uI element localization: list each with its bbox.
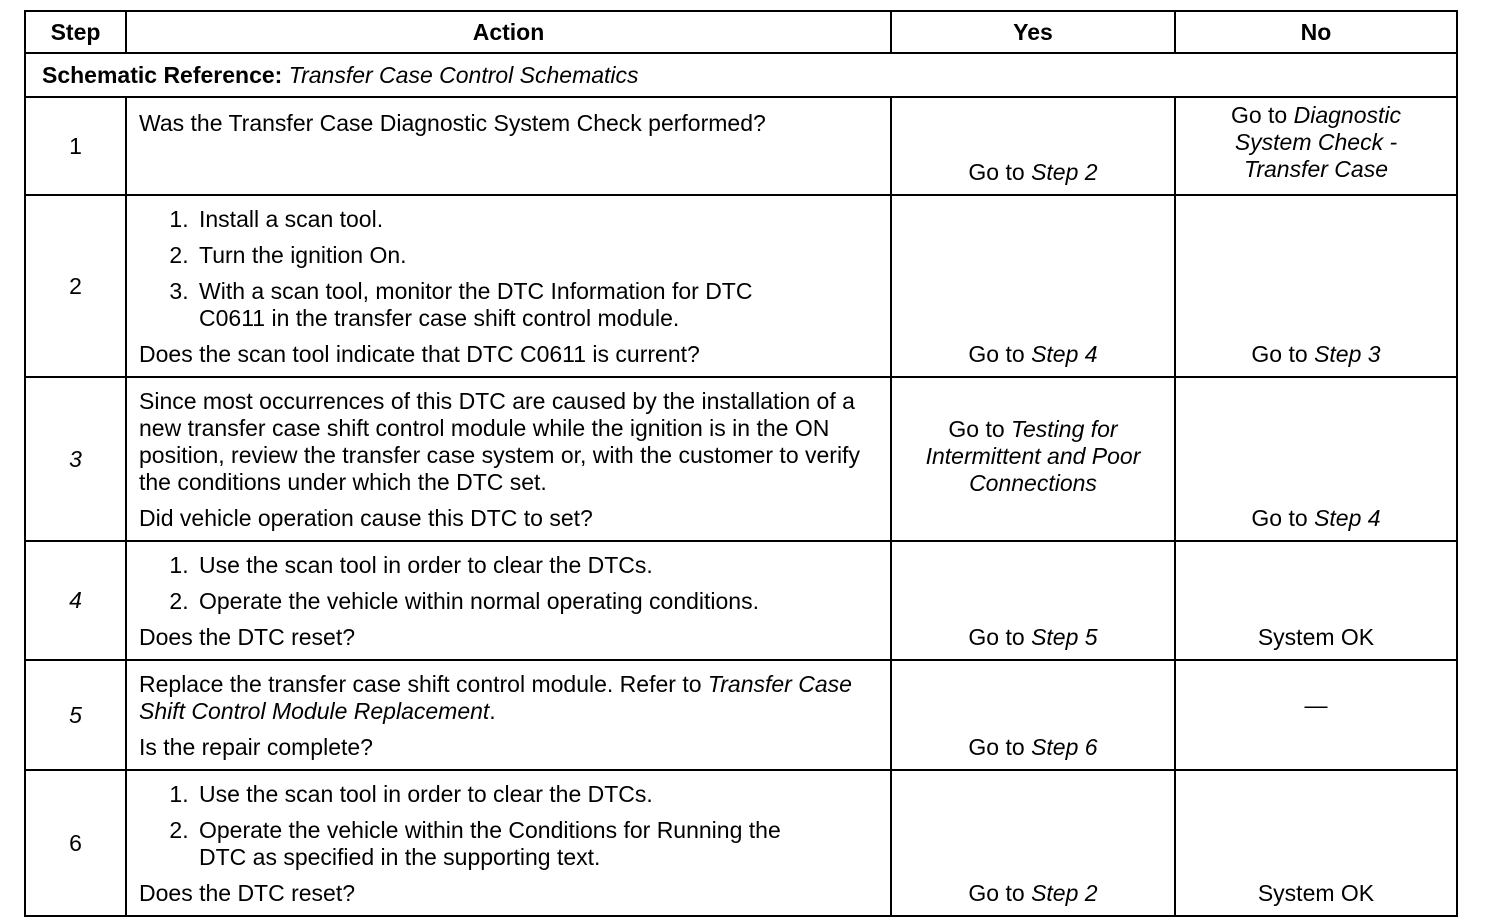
no-link[interactable]: Diagnostic System Check - Transfer Case [1234,102,1402,182]
action-cell [126,195,891,377]
action-cell [126,770,891,916]
no-prefix: Go to [1230,102,1288,128]
no-prefix: Go to [1251,505,1308,531]
no-link[interactable]: Step 4 [1314,505,1381,531]
yes-prefix: Go to [948,416,1005,442]
step-number: 1 [25,97,126,195]
action-text-suffix: . [489,698,496,724]
action-cell [126,541,891,660]
schematic-row [25,53,1457,97]
schematic-reference [25,53,1457,97]
action-step: 2. Operate the vehicle within normal operating conditions. [195,588,882,615]
header-row [25,11,1457,53]
table-row [25,195,1457,377]
step-number: 6 [25,770,126,916]
question: Does the scan tool indicate that DTC C0611 is current? [139,341,700,367]
action-text-prefix: Replace the transfer case shift control module. Refer to [139,671,702,697]
yes-cell [891,541,1175,660]
action-step: 3. With a scan tool, monitor the DTC Information for DTC C0611 in the transfer case shift control module. [195,278,882,332]
question: Does the DTC reset? [139,624,356,650]
action-steps [139,206,882,332]
table-row [25,97,1457,195]
action-step: 1. Install a scan tool. [195,206,882,233]
table-row [25,770,1457,916]
no-cell [1175,97,1457,195]
table-row [25,377,1457,541]
no-cell [1175,195,1457,377]
yes-cell [891,770,1175,916]
schematic-link[interactable]: Transfer Case Control Schematics [288,61,639,88]
action-step: 2. Operate the vehicle within the Conditions for Running the DTC as specified in the supporting text. [195,817,882,871]
yes-cell [891,377,1175,541]
no-cell [1175,377,1457,541]
yes-link[interactable]: Step 5 [1031,624,1098,650]
action-step: 1. Use the scan tool in order to clear the DTCs. [195,781,882,808]
no-cell: System OK [1175,541,1457,660]
yes-prefix: Go to [968,159,1025,185]
yes-link[interactable]: Step 2 [1031,880,1098,906]
action-step: 1. Use the scan tool in order to clear the DTCs. [195,552,882,579]
no-cell: System OK [1175,770,1457,916]
yes-prefix: Go to [968,341,1025,367]
yes-prefix: Go to [968,734,1025,760]
step-number: 5 [25,660,126,770]
yes-link[interactable]: Step 2 [1031,159,1098,185]
action-cell [126,660,891,770]
step-number: 2 [25,195,126,377]
yes-prefix: Go to [968,624,1025,650]
schematic-label: Schematic Reference: [42,61,283,88]
no-link[interactable]: Step 3 [1314,341,1381,367]
diagnostic-table [24,10,1458,917]
action-text [139,671,882,725]
yes-cell [891,97,1175,195]
table-row [25,660,1457,770]
header-no: No [1175,11,1457,53]
yes-link[interactable]: Step 4 [1031,341,1098,367]
step-number: 3 [25,377,126,541]
step-number: 4 [25,541,126,660]
question: Is the repair complete? [139,734,373,760]
yes-prefix: Go to [968,880,1025,906]
header-yes: Yes [891,11,1175,53]
yes-cell [891,660,1175,770]
table-row [25,541,1457,660]
question: Does the DTC reset? [139,880,356,906]
action-link[interactable]: Transfer Case Shift Control Module Replacement [139,671,852,724]
action-text: Since most occurrences of this DTC are caused by the installation of a new transfer case shift control module while the ignition is in the ON position, review the transfer case system or, with the customer to verify the conditions under which the DTC set. [139,388,860,495]
yes-cell [891,195,1175,377]
action-steps [139,781,882,871]
header-action: Action [126,11,891,53]
action-cell [126,377,891,541]
yes-link[interactable]: Step 6 [1031,734,1098,760]
question: Was the Transfer Case Diagnostic System Check performed? [139,110,766,136]
action-cell [126,97,891,195]
yes-link[interactable]: Testing for Intermittent and Poor Connections [925,416,1141,496]
question: Did vehicle operation cause this DTC to set? [139,505,593,531]
action-steps [139,552,882,615]
header-step: Step [25,11,126,53]
no-cell: — [1175,660,1457,770]
no-prefix: Go to [1251,341,1308,367]
action-step: 2. Turn the ignition On. [195,242,882,269]
